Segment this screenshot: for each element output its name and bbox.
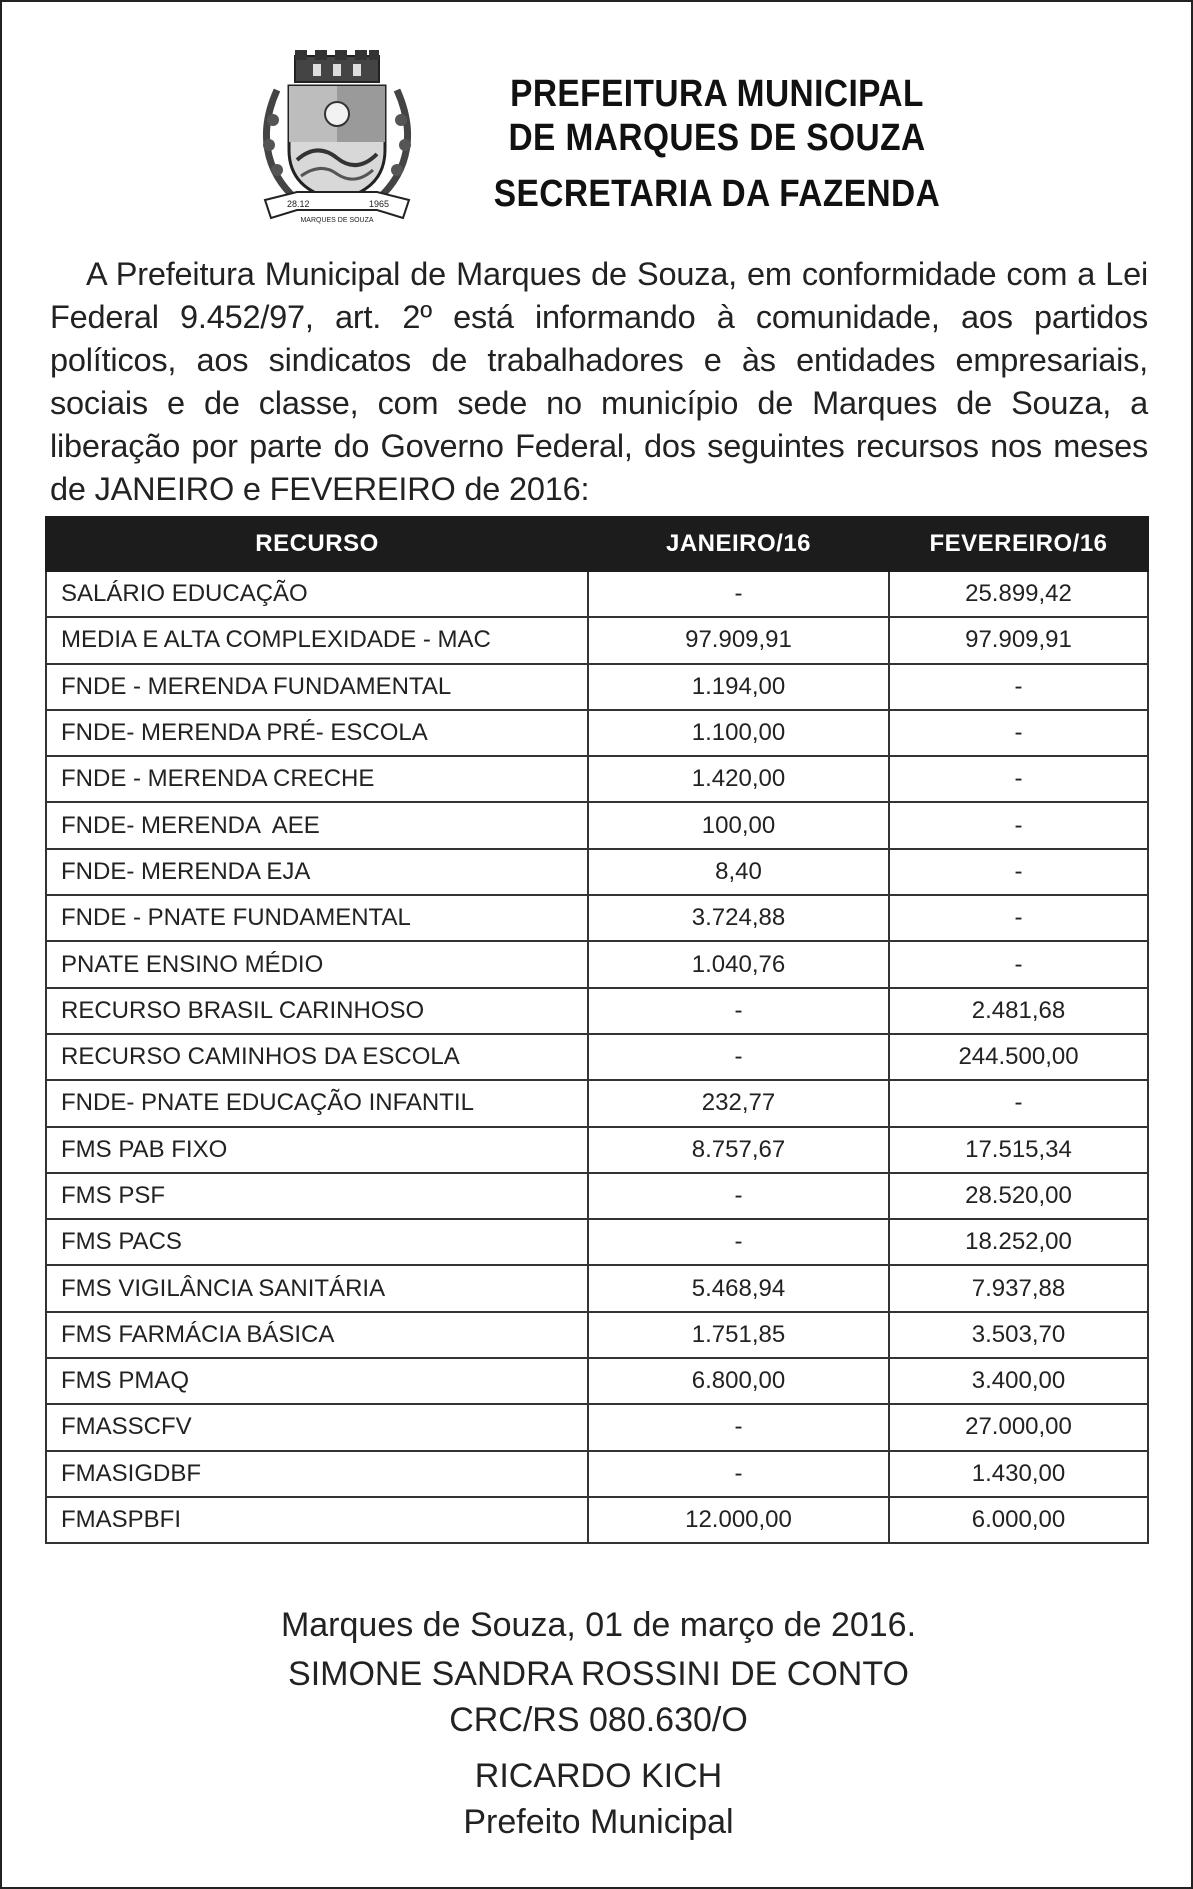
table-row (46, 1451, 1148, 1497)
footer (2, 1602, 1193, 1845)
signer2-name: RICARDO KICH (474, 1757, 723, 1795)
cell-february: - (889, 941, 1148, 987)
table-row (46, 710, 1148, 756)
table-row (46, 988, 1148, 1034)
table-row (46, 756, 1148, 802)
cell-february: - (889, 802, 1148, 848)
cell-january: - (588, 1219, 889, 1265)
cell-resource: FMASIGDBF (46, 1451, 588, 1497)
cell-resource: PNATE ENSINO MÉDIO (46, 941, 588, 987)
cell-january: 100,00 (588, 802, 889, 848)
cell-february: 244.500,00 (889, 1034, 1148, 1080)
cell-february: 17.515,34 (889, 1127, 1148, 1173)
cell-january: 3.724,88 (588, 895, 889, 941)
table-row (46, 1127, 1148, 1173)
cell-resource: FMS PAB FIXO (46, 1127, 588, 1173)
cell-february: 7.937,88 (889, 1265, 1148, 1311)
cell-january: 8,40 (588, 849, 889, 895)
cell-resource: FNDE- PNATE EDUCAÇÃO INFANTIL (46, 1080, 588, 1126)
cell-resource: FMS PMAQ (46, 1358, 588, 1404)
cell-resource: FMS FARMÁCIA BÁSICA (46, 1312, 588, 1358)
title-line-1: PREFEITURA MUNICIPAL (510, 73, 924, 115)
crest-ribbon-left: 28.12 (287, 199, 310, 209)
cell-january: 8.757,67 (588, 1127, 889, 1173)
cell-resource: FMASPBFI (46, 1497, 588, 1543)
cell-february: 28.520,00 (889, 1173, 1148, 1219)
cell-february: 1.430,00 (889, 1451, 1148, 1497)
cell-resource: FNDE- MERENDA EJA (46, 849, 588, 895)
cell-january: - (588, 988, 889, 1034)
table-row (46, 895, 1148, 941)
cell-january: 1.194,00 (588, 664, 889, 710)
cell-january: 1.040,76 (588, 941, 889, 987)
table-row (46, 1358, 1148, 1404)
crest-ribbon-bottom: MARQUES DE SOUZA (300, 217, 374, 224)
cell-resource: FNDE - PNATE FUNDAMENTAL (46, 895, 588, 941)
table-row (46, 941, 1148, 987)
cell-february: 27.000,00 (889, 1404, 1148, 1450)
cell-resource: FNDE- MERENDA AEE (46, 802, 588, 848)
cell-february: 3.503,70 (889, 1312, 1148, 1358)
table-row (46, 1173, 1148, 1219)
cell-february: - (889, 710, 1148, 756)
cell-january: - (588, 1451, 889, 1497)
table-row (46, 1404, 1148, 1450)
intro-text: A Prefeitura Municipal de Marques de Souza, em conformidade com a Lei Federal 9.452/97, art. 2º está informando à comunidade, aos partidos políticos, aos sindicatos de trabalhadores e às entidades empresariais, sociais e de classe, com sede no município de Marques de Souza, a liberação por parte do Governo Federal, dos seguintes recursos nos meses de JANEIRO e FEVEREIRO de 2016: (50, 256, 1148, 507)
table-row (46, 1312, 1148, 1358)
date-line: Marques de Souza, 01 de março de 2016. (280, 1606, 917, 1644)
cell-february: - (889, 1080, 1148, 1126)
cell-february: 25.899,42 (889, 571, 1148, 617)
cell-resource: FMASSCFV (46, 1404, 588, 1450)
cell-resource: FNDE - MERENDA FUNDAMENTAL (46, 664, 588, 710)
table-row (46, 617, 1148, 663)
table-row (46, 1497, 1148, 1543)
cell-january: 1.100,00 (588, 710, 889, 756)
signer1-name: SIMONE SANDRA ROSSINI DE CONTO (288, 1655, 909, 1693)
cell-february: - (889, 895, 1148, 941)
table-row (46, 849, 1148, 895)
table-row (46, 664, 1148, 710)
cell-resource: SALÁRIO EDUCAÇÃO (46, 571, 588, 617)
cell-january: 232,77 (588, 1080, 889, 1126)
intro-paragraph (50, 253, 1148, 511)
header-janeiro: JANEIRO/16 (588, 517, 889, 571)
cell-february: - (889, 849, 1148, 895)
title-line-3: SECRETARIA DA FAZENDA (493, 173, 941, 215)
cell-resource: RECURSO CAMINHOS DA ESCOLA (46, 1034, 588, 1080)
cell-january: 97.909,91 (588, 617, 889, 663)
cell-february: - (889, 664, 1148, 710)
cell-february: 6.000,00 (889, 1497, 1148, 1543)
cell-january: - (588, 571, 889, 617)
cell-february: - (889, 756, 1148, 802)
cell-february: 2.481,68 (889, 988, 1148, 1034)
table-row (46, 1265, 1148, 1311)
table-row (46, 1034, 1148, 1080)
cell-resource: FMS PACS (46, 1219, 588, 1265)
cell-resource: FMS VIGILÂNCIA SANITÁRIA (46, 1265, 588, 1311)
table-row (46, 802, 1148, 848)
resources-table (45, 516, 1149, 1544)
cell-resource: RECURSO BRASIL CARINHOSO (46, 988, 588, 1034)
table-header-row (46, 517, 1148, 571)
header-titles (457, 72, 977, 216)
cell-january: - (588, 1404, 889, 1450)
cell-january: 1.751,85 (588, 1312, 889, 1358)
header (257, 50, 957, 224)
cell-resource: MEDIA E ALTA COMPLEXIDADE - MAC (46, 617, 588, 663)
title-line-2: DE MARQUES DE SOUZA (508, 117, 926, 159)
header-fevereiro: FEVEREIRO/16 (889, 517, 1148, 571)
table-row (46, 1080, 1148, 1126)
cell-resource: FNDE- MERENDA PRÉ- ESCOLA (46, 710, 588, 756)
coat-of-arms-icon (257, 50, 417, 225)
cell-january: 12.000,00 (588, 1497, 889, 1543)
cell-resource: FMS PSF (46, 1173, 588, 1219)
table-row (46, 1219, 1148, 1265)
cell-january: - (588, 1173, 889, 1219)
header-recurso: RECURSO (46, 517, 588, 571)
cell-january: 1.420,00 (588, 756, 889, 802)
cell-january: 5.468,94 (588, 1265, 889, 1311)
cell-february: 97.909,91 (889, 617, 1148, 663)
crest-ribbon-right: 1965 (369, 199, 390, 209)
cell-february: 18.252,00 (889, 1219, 1148, 1265)
cell-january: 6.800,00 (588, 1358, 889, 1404)
signer2-role: Prefeito Municipal (463, 1803, 734, 1841)
table-row (46, 571, 1148, 617)
cell-resource: FNDE - MERENDA CRECHE (46, 756, 588, 802)
signer1-role: CRC/RS 080.630/O (449, 1701, 748, 1739)
cell-january: - (588, 1034, 889, 1080)
cell-february: 3.400,00 (889, 1358, 1148, 1404)
